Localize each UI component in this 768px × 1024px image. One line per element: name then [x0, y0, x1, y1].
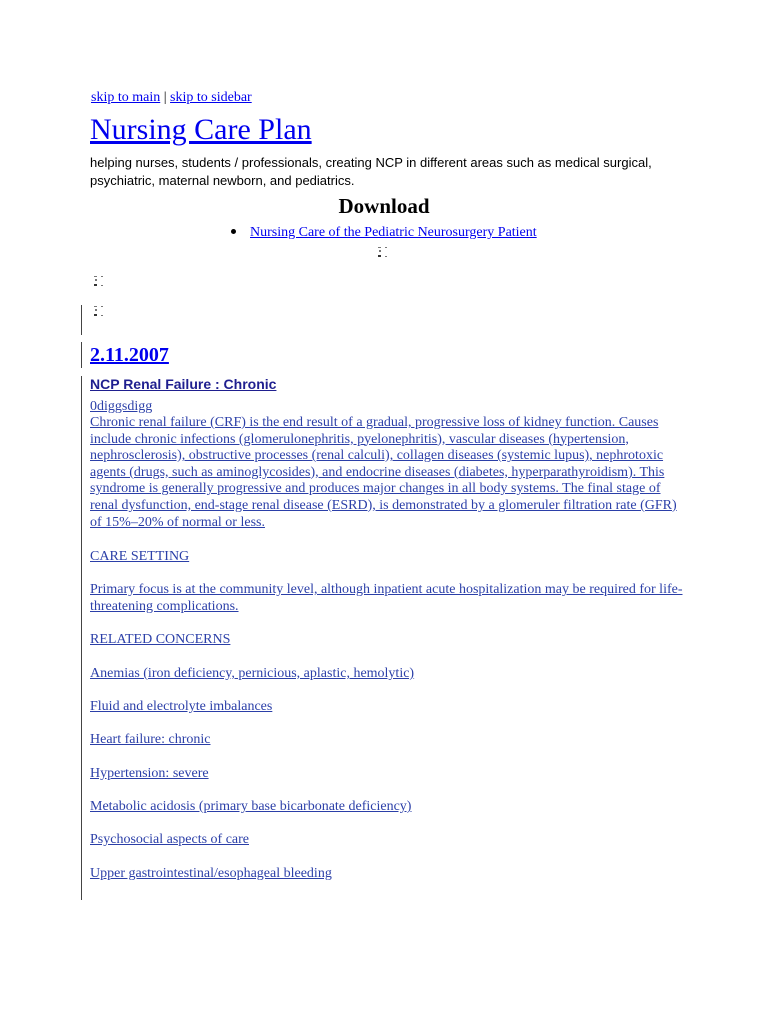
download-list-item [231, 224, 537, 242]
related-concern-link[interactable]: Metabolic acidosis (primary base bicarbonate deficiency) [90, 799, 412, 814]
related-concern-link[interactable]: Fluid and electrolyte imbalances [90, 699, 273, 714]
related-concern-link[interactable]: Psychosocial aspects of care [90, 832, 249, 847]
post-date-link[interactable]: 2.11.2007 [90, 344, 169, 366]
related-concern-link[interactable]: Heart failure: chronic [90, 732, 211, 747]
related-concerns-heading[interactable]: RELATED CONCERNS [90, 632, 231, 647]
post-intro-text[interactable]: Chronic renal failure (CRF) is the end result of a gradual, progressive loss of kidney function. Causes include chronic infections (glomerulonephritis, pyelonephritis), vascular diseases (hypertension, nephrosclerosis), obstructive processes (renal calculi), collagen diseases (systemic lupus), nephrotoxic agents (drugs, such as aminoglycosides), and endocrine diseases (diabetes, hyperparathyroidism). This syndrome is generally progressive and produces major changes in all body systems. The final stage of renal dysfunction, end-stage renal disease (ESRD), is demonstrated by a glomeruler filtration rate (GFR) of 15%–20% of normal or less. [90, 415, 677, 530]
broken-widget-icon [93, 275, 107, 291]
skip-links [91, 90, 252, 106]
left-rule [81, 305, 82, 335]
site-title [90, 112, 312, 148]
related-concern-link[interactable]: Upper gastrointestinal/esophageal bleeding [90, 866, 332, 881]
care-setting-heading[interactable]: CARE SETTING [90, 549, 190, 564]
site-title-link[interactable]: Nursing Care Plan [90, 113, 312, 146]
download-link[interactable]: Nursing Care of the Pediatric Neurosurgery Patient [250, 225, 537, 240]
care-setting-text[interactable]: Primary focus is at the community level, although inpatient acute hospitalization may be required for life-threatening complications. [90, 582, 683, 614]
post-title [90, 375, 276, 393]
broken-widget-icon [377, 246, 391, 262]
skip-to-main-link[interactable]: skip to main [91, 90, 161, 105]
site-tagline: helping nurses, students / professionals, creating NCP in different areas such as medical surgical, psychiatric, maternal newborn, and pediatrics. [90, 155, 652, 188]
related-concern-link[interactable]: Anemias (iron deficiency, pernicious, aplastic, hemolytic) [90, 666, 415, 681]
post-date [90, 342, 169, 368]
post-author-line[interactable]: 0diggsdigg [90, 399, 153, 414]
left-rule [81, 376, 82, 900]
post-title-link[interactable]: NCP Renal Failure : Chronic [90, 376, 277, 392]
skip-to-sidebar-link[interactable]: skip to sidebar [170, 90, 252, 105]
related-concern-link[interactable]: Hypertension: severe [90, 766, 209, 781]
download-heading: Download [338, 194, 430, 218]
left-rule [81, 342, 82, 368]
bullet-icon [231, 229, 236, 234]
skip-links-separator: | [163, 90, 167, 105]
broken-widget-icon [93, 305, 107, 321]
